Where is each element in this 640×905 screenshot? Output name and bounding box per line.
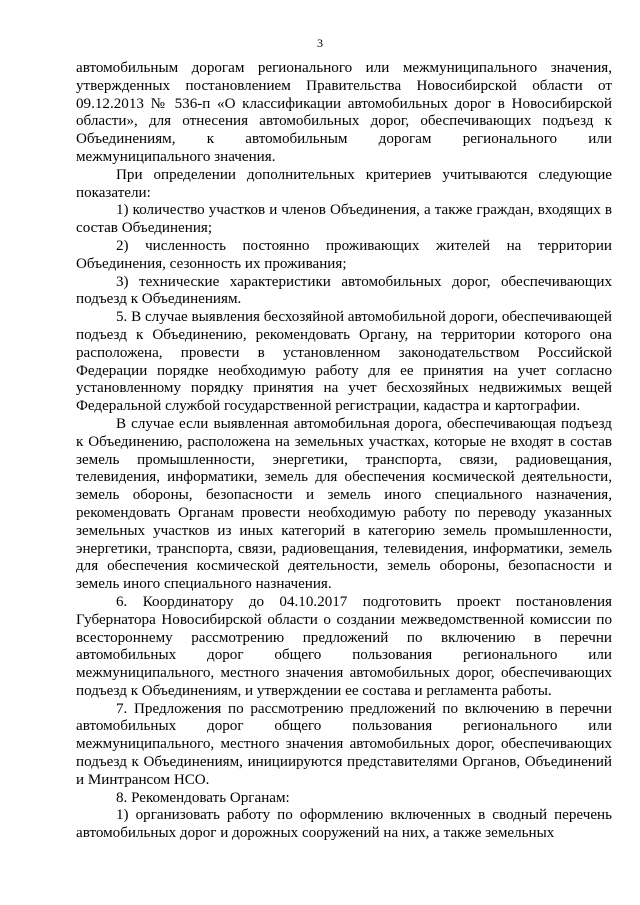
paragraph-criteria-intro: При определении дополнительных критериев учитываются следующие показатели: xyxy=(76,166,612,201)
paragraph-criterion-2: 2) численность постоянно проживающих жителей на территории Объединения, сезонность их проживания; xyxy=(76,237,612,272)
paragraph-item-5-land: В случае если выявленная автомобильная дорога, обеспечивающая подъезд к Объединению, расположена на земельных участках, которые не входят в состав земель промышленности, энергетики, транспорта, связи, радиовещания, телевидения, информатики, земель для обеспечения космической деятельности, земель обороны, безопасности и земель иного специального назначения, рекомендовать Органам провести необходимую работу по переводу указанных земельных участков из иных категорий в категорию земель промышленности, энергетики, транспорта, связи, радиовещания, телевидения, информатики, земель для обеспечения космической деятельности, земель обороны, безопасности и земель иного специального назначения. xyxy=(76,415,612,593)
paragraph-criterion-3: 3) технические характеристики автомобильных дорог, обеспечивающих подъезд к Объединениям. xyxy=(76,273,612,308)
paragraph-criterion-1: 1) количество участков и членов Объединения, а также граждан, входящих в состав Объединения; xyxy=(76,202,612,237)
paragraph-item-8-1: 1) организовать работу по оформлению включенных в сводный перечень автомобильных дорог и дорожных сооружений на них, а также земельных xyxy=(76,807,612,842)
paragraph-item-7: 7. Предложения по рассмотрению предложений по включению в перечни автомобильных дорог общего пользования регионального или межмуниципального, местного значения автомобильных дорог, обеспечивающих подъезд к Объединениям, инициируются представителями Органов, Объединений и Минтрансом НСО. xyxy=(76,700,612,788)
page-number: 3 xyxy=(317,36,323,50)
document-body xyxy=(76,60,612,843)
paragraph-item-6: 6. Координатору до 04.10.2017 подготовить проект постановления Губернатора Новосибирской области о создании межведомственной комиссии по всестороннему рассмотрению предложений по включению в перечни автомобильных дорог общего пользования регионального или межмуниципального, местного значения автомобильных дорог, обеспечивающих подъезд к Объединениям, и утверждении ее состава и регламента работы. xyxy=(76,593,612,699)
paragraph-item-5: 5. В случае выявления бесхозяйной автомобильной дороги, обеспечивающей подъезд к Объединению, рекомендовать Органу, на территории которого она расположена, провести в установленном законодательством Российской Федерации порядке необходимую работу для ее принятия на учет согласно установленному порядку принятия на учет бесхозяйных недвижимых вещей Федеральной службой государственной регистрации, кадастра и картографии. xyxy=(76,309,612,415)
paragraph-continuation: автомобильным дорогам регионального или межмуниципального значения, утвержденных постановлением Правительства Новосибирской области от 09.12.2013 № 536-п «О классификации автомобильных дорог в Новосибирской области», для отнесения автомобильных дорог, обеспечивающих подъезд к Объединениям, к автомобильным дорогам регионального или межмуниципального значения. xyxy=(76,60,612,165)
paragraph-item-8: 8. Рекомендовать Органам: xyxy=(116,789,290,806)
